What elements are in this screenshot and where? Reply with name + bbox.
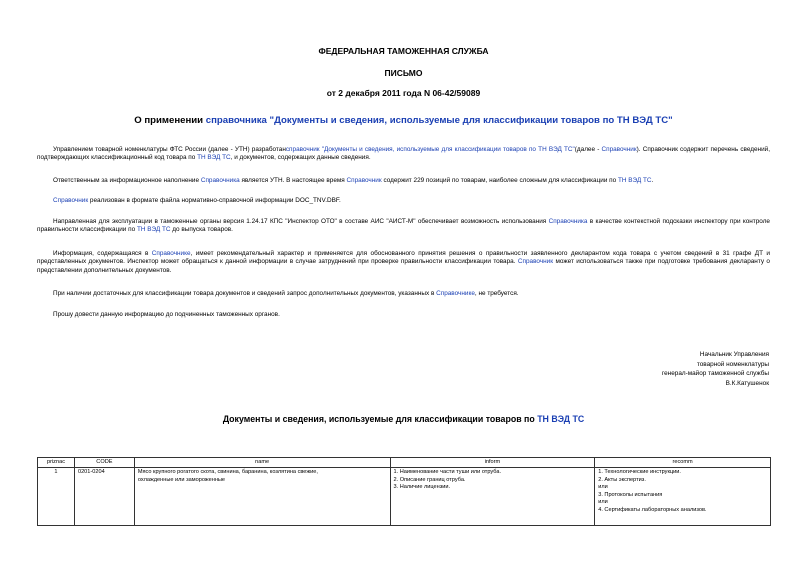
p6-text-1: При наличии достаточных для классификации товара документов и сведений запрос дополнительных документов, указанных в xyxy=(53,290,437,297)
table-row xyxy=(38,468,771,526)
p3-text-1: реализован в формате файла нормативно-справочной информации DOC_TNV.DBF. xyxy=(88,197,341,204)
p4-tn-ved-link[interactable]: ТН ВЭД ТС xyxy=(136,226,171,234)
column-header-inform: inform xyxy=(390,458,595,468)
inform-line: 1. Наименование части туши или отруба. xyxy=(393,469,502,475)
p4-text-1: Направленная для эксплуатации в таможенные органы версия 1.24.17 КПС "Инспектор ОТО" в составе АИС "АИСТ-М" обеспечивает возможность использования xyxy=(53,218,549,225)
p2-spravochnik-link[interactable]: Справочника xyxy=(200,177,240,184)
p3-spravochnik-link[interactable]: Справочник xyxy=(53,197,89,204)
recomm-line: 2. Акты экспертиз. xyxy=(598,476,646,483)
p6-text-2: , не требуется. xyxy=(474,290,519,297)
name-line: охлажденные или замороженные xyxy=(137,476,226,483)
paragraph-1 xyxy=(37,146,770,163)
p1-reference-link[interactable]: справочник "Документы и сведения, используемые для классификации товаров по ТН ВЭД ТС" xyxy=(285,146,575,153)
signature-rank: генерал-майор таможенной службы xyxy=(661,370,769,378)
p2-text-1: Ответственным за информационное наполнение xyxy=(53,177,201,184)
column-header-name: name xyxy=(134,458,390,468)
cell-code: 0201-0204 xyxy=(74,468,134,526)
cell-recomm xyxy=(595,468,771,526)
p5-text-3: может использоваться также при подготовке требования декларанту о представлении дополнительных документов. xyxy=(37,258,770,274)
signature-name: В.К.Катушенок xyxy=(725,379,769,387)
signature-block xyxy=(529,350,769,388)
p1-text-3: ). Справочник содержит перечень сведений, подтверждающих классификационный код товара по xyxy=(37,146,770,162)
cell-name xyxy=(134,468,390,526)
letter-subject xyxy=(0,115,807,126)
recomm-line: 1. Технологические инструкции. xyxy=(598,469,681,475)
recomm-line: 3. Протоколы испытания xyxy=(598,491,663,498)
recomm-line: или xyxy=(598,484,608,491)
paragraph-6 xyxy=(37,290,770,298)
signature-position-1: Начальник Управления xyxy=(699,351,769,358)
p2-text-2: является УТН. В настоящее время xyxy=(239,177,347,184)
p2-tn-ved-link[interactable]: ТН ВЭД ТС xyxy=(617,177,652,184)
p1-tn-ved-link[interactable]: ТН ВЭД ТС xyxy=(197,154,231,162)
agency-title: ФЕДЕРАЛЬНАЯ ТАМОЖЕННАЯ СЛУЖБА xyxy=(318,46,489,56)
column-header-code: CODE xyxy=(74,458,134,468)
p4-spravochnik-link[interactable]: Справочника xyxy=(548,218,588,225)
inform-line: 2. Описание границ отруба. xyxy=(393,476,466,483)
name-line: Мясо крупного рогатого скота, свинина, баранина, козлятина свежие, xyxy=(137,469,318,475)
document-date-number: от 2 декабря 2011 года N 06-42/59089 xyxy=(326,88,481,98)
document-type: ПИСЬМО xyxy=(384,68,423,78)
p1-spravochnik-link[interactable]: Справочник xyxy=(601,146,637,153)
signature-position-2: товарной номенклатуры xyxy=(696,360,769,368)
p5-text-1: Информация, содержащаяся в xyxy=(53,250,152,257)
column-header-recomm: recomm xyxy=(595,458,771,468)
column-header-priznac: priznac xyxy=(38,458,75,468)
paragraph-7 xyxy=(37,311,770,319)
paragraph-3 xyxy=(37,197,770,205)
subject-prefix: О применении xyxy=(134,115,206,126)
p1-text-2: (далее - xyxy=(574,146,602,153)
p4-text-2: в качестве контекстной подсказки инспектору при контроле правильности классификации по xyxy=(37,218,770,234)
p5-text-2: , имеет рекомендательный характер и применяется для обоснованного принятия решения о правильности заявленного декларантом кода товара с учетом сведений в 31 графе ДТ и представленных документов. Инспектор может обращаться к данной информации в случае затруднений при проверке правильности классификации товара. xyxy=(37,250,770,266)
paragraph-5 xyxy=(37,250,770,275)
p2-text-3: содержит 229 позиций по товарам, наиболее сложным для классификации по xyxy=(381,177,618,184)
recomm-line: или xyxy=(598,499,608,506)
recomm-line: 4. Сертификаты лабораторных анализов. xyxy=(598,506,707,513)
table-title-tn-ved-link[interactable]: ТН ВЭД ТС xyxy=(537,414,585,424)
paragraph-2 xyxy=(37,177,770,185)
p5-spravochnik-link-2[interactable]: Справочник xyxy=(517,258,554,266)
p1-text-4: , и документов, содержащих данные сведения. xyxy=(230,154,371,162)
table-title xyxy=(0,414,807,424)
p2-text-4: . xyxy=(651,177,654,184)
p7-text-1: Прошу довести данную информацию до подчиненных таможенных органов. xyxy=(53,311,280,318)
p2-spravochnik-link-2[interactable]: Справочник xyxy=(346,177,382,184)
table-header-row xyxy=(38,458,771,468)
p1-text-1: Управлением товарной номенклатуры ФТС России (далее - УТН) разработан xyxy=(53,146,286,153)
p5-spravochnik-link[interactable]: Справочнике xyxy=(151,250,191,257)
subject-reference-link[interactable]: справочника "Документы и сведения, используемые для классификации товаров по ТН ВЭД ТС" xyxy=(205,115,673,126)
table-title-text: Документы и сведения, используемые для классификации товаров по xyxy=(222,414,538,424)
cell-inform xyxy=(390,468,595,526)
inform-line: 3. Наличие лицензии. xyxy=(393,484,451,491)
p6-spravochnik-link[interactable]: Справочнике xyxy=(436,290,475,297)
paragraph-4 xyxy=(37,218,770,235)
cell-priznac: 1 xyxy=(38,468,75,526)
p4-text-3: до выпуска товаров. xyxy=(170,226,233,234)
reference-table xyxy=(37,457,771,526)
